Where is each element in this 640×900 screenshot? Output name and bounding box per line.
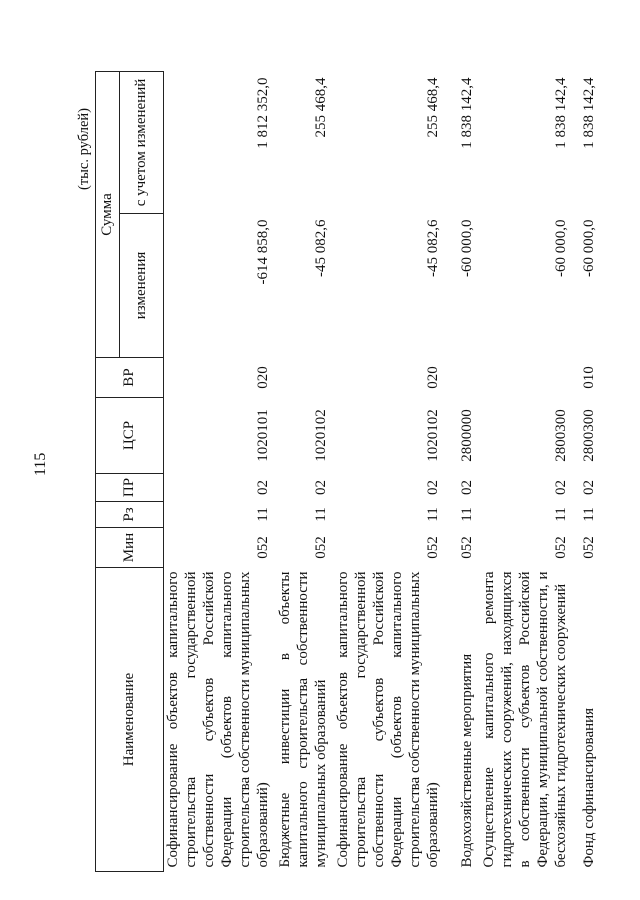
row-total: 255 468,4 [313, 77, 329, 138]
header-vr: ВР [96, 358, 164, 398]
row-change: -60 000,0 [553, 219, 569, 277]
row-vr: 010 [581, 366, 597, 389]
row-name: Водохозяйственные мероприятия [459, 653, 475, 868]
table-row [334, 71, 446, 871]
row-name: Бюджетные инвестиции в объекты капитального строительства собственности муниципальных образований [277, 571, 329, 868]
row-pr: 02 [459, 480, 475, 495]
budget-table [95, 71, 602, 872]
header-name: Наименование [96, 568, 164, 872]
row-pr: 02 [553, 480, 569, 495]
header-sum: Сумма [96, 71, 120, 357]
row-pr: 02 [425, 480, 441, 495]
row-csr: 2800000 [459, 409, 475, 462]
header-with-change: с учетом изменений [120, 71, 164, 213]
row-min: 052 [459, 536, 475, 559]
row-name: Софинансирование объектов капитального строительства государственной собственности субъектов Российской Федерации (объектов капитального строительства собственности муниципальных образований) [165, 571, 271, 868]
table-row [574, 71, 602, 871]
row-change: -60 000,0 [459, 219, 475, 277]
row-total: 1 838 142,4 [581, 77, 597, 149]
row-change: -45 082,6 [313, 219, 329, 277]
table-row [276, 71, 334, 871]
header-change: изменения [120, 214, 164, 358]
row-vr: 020 [425, 366, 441, 389]
row-change: -614 858,0 [255, 219, 271, 285]
row-name: Софинансирование объектов капитального строительства государственной собственности субъектов Российской Федерации (объектов капитального строительства собственности муниципальных образований) [335, 571, 441, 868]
row-vr [446, 358, 480, 398]
row-pr: 02 [255, 480, 271, 495]
row-name: Осуществление капитального ремонта гидротехнических сооружений, находящихся в собственности субъектов Российской Федерации, муниципальной собственности, и бесхозяйных гидротехнических сооружений [481, 571, 569, 868]
row-change: -60 000,0 [581, 219, 597, 277]
table-row [164, 71, 277, 871]
row-csr: 1020101 [255, 409, 271, 462]
row-rz: 11 [425, 507, 441, 522]
row-rz: 11 [313, 507, 329, 522]
row-total: 255 468,4 [425, 77, 441, 138]
header-pr: ПР [96, 474, 164, 502]
row-csr: 2800300 [581, 409, 597, 462]
row-min: 052 [553, 536, 569, 559]
header-csr: ЦСР [96, 398, 164, 474]
row-pr: 02 [313, 480, 329, 495]
row-rz: 11 [459, 507, 475, 522]
row-total: 1 812 352,0 [255, 77, 271, 149]
row-min: 052 [313, 536, 329, 559]
header-rz: Рз [96, 502, 164, 528]
row-vr [480, 358, 574, 398]
row-csr: 1020102 [425, 409, 441, 462]
table-row [480, 71, 574, 871]
row-pr: 02 [581, 480, 597, 495]
row-vr: 020 [255, 366, 271, 389]
row-rz: 11 [255, 507, 271, 522]
row-rz: 11 [553, 507, 569, 522]
table-row [446, 71, 480, 871]
row-name: Фонд софинансирования [581, 707, 597, 868]
row-min: 052 [581, 536, 597, 559]
row-total: 1 838 142,4 [553, 77, 569, 149]
header-min: Мин [96, 528, 164, 568]
row-rz: 11 [581, 507, 597, 522]
row-vr [276, 358, 334, 398]
row-min: 052 [255, 536, 271, 559]
row-csr: 2800300 [553, 409, 569, 462]
row-change: -45 082,6 [425, 219, 441, 277]
units-label: (тыс. рублей) [76, 108, 92, 190]
row-csr: 1020102 [313, 409, 329, 462]
page-number: 115 [32, 452, 49, 476]
row-total: 1 838 142,4 [459, 77, 475, 149]
row-min: 052 [425, 536, 441, 559]
